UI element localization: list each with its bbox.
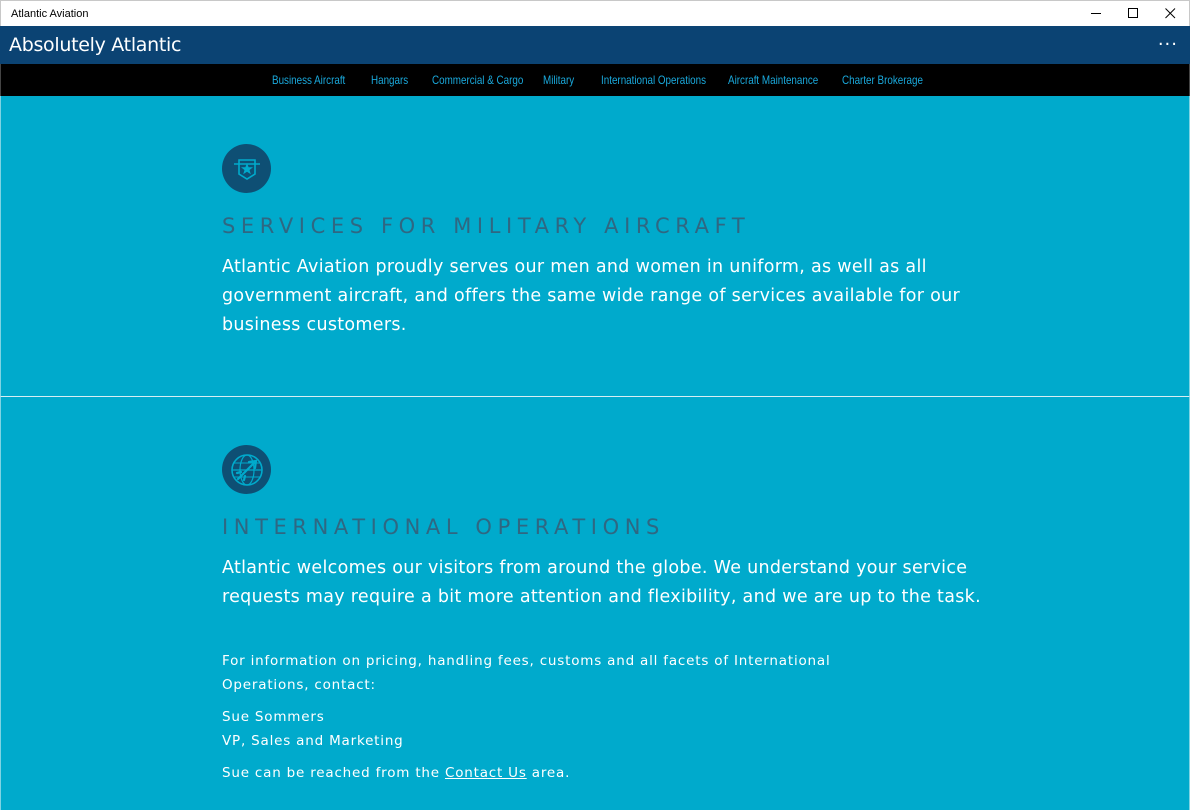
globe-airplane-icon <box>222 445 271 494</box>
app-header <box>0 26 1190 64</box>
close-button[interactable] <box>1152 1 1189 26</box>
nav-aircraft-maintenance[interactable]: Aircraft Maintenance <box>728 73 819 87</box>
shield-star-icon <box>222 144 271 193</box>
nav-military[interactable]: Military <box>543 73 575 87</box>
military-heading: SERVICES FOR MILITARY AIRCRAFT <box>222 214 751 238</box>
minimize-icon <box>1091 8 1102 19</box>
main-nav <box>0 64 1190 96</box>
nav-hangars[interactable]: Hangars <box>371 73 409 87</box>
contact-us-link[interactable]: Contact Us <box>444 765 527 781</box>
international-info-text: For information on pricing, handling fees, customs and all facets of International Operations, contact: <box>222 653 831 693</box>
maximize-icon <box>1128 8 1139 19</box>
more-options-button[interactable]: ··· <box>1157 34 1178 55</box>
nav-charter-brokerage[interactable]: Charter Brokerage <box>842 73 923 87</box>
international-description: Atlantic welcomes our visitors from around the globe. We understand your service requests may require a bit more attention and flexibility, and we are up to the task. <box>222 558 981 607</box>
window-controls <box>1078 1 1189 26</box>
close-icon <box>1165 8 1176 19</box>
contact-name: Sue Sommers <box>222 709 325 725</box>
military-section <box>0 96 1190 396</box>
nav-commercial-cargo[interactable]: Commercial & Cargo <box>432 73 524 87</box>
minimize-button[interactable] <box>1078 1 1115 26</box>
contact-title: VP, Sales and Marketing <box>222 733 404 749</box>
contact-reach-text <box>222 761 882 785</box>
maximize-button[interactable] <box>1115 1 1152 26</box>
international-section <box>0 396 1190 810</box>
window-titlebar <box>0 0 1190 26</box>
window-title: Atlantic Aviation <box>11 7 89 20</box>
app-title: Absolutely Atlantic <box>9 34 182 56</box>
nav-international-operations[interactable]: International Operations <box>601 73 707 87</box>
nav-business-aircraft[interactable]: Business Aircraft <box>272 73 346 87</box>
military-description: Atlantic Aviation proudly serves our men and women in uniform, as well as all government aircraft, and offers the same wide range of services available for our business customers. <box>222 257 961 335</box>
reach-suffix: area. <box>526 765 571 781</box>
international-heading: INTERNATIONAL OPERATIONS <box>222 515 665 539</box>
reach-prefix: Sue can be reached from the <box>222 765 445 781</box>
